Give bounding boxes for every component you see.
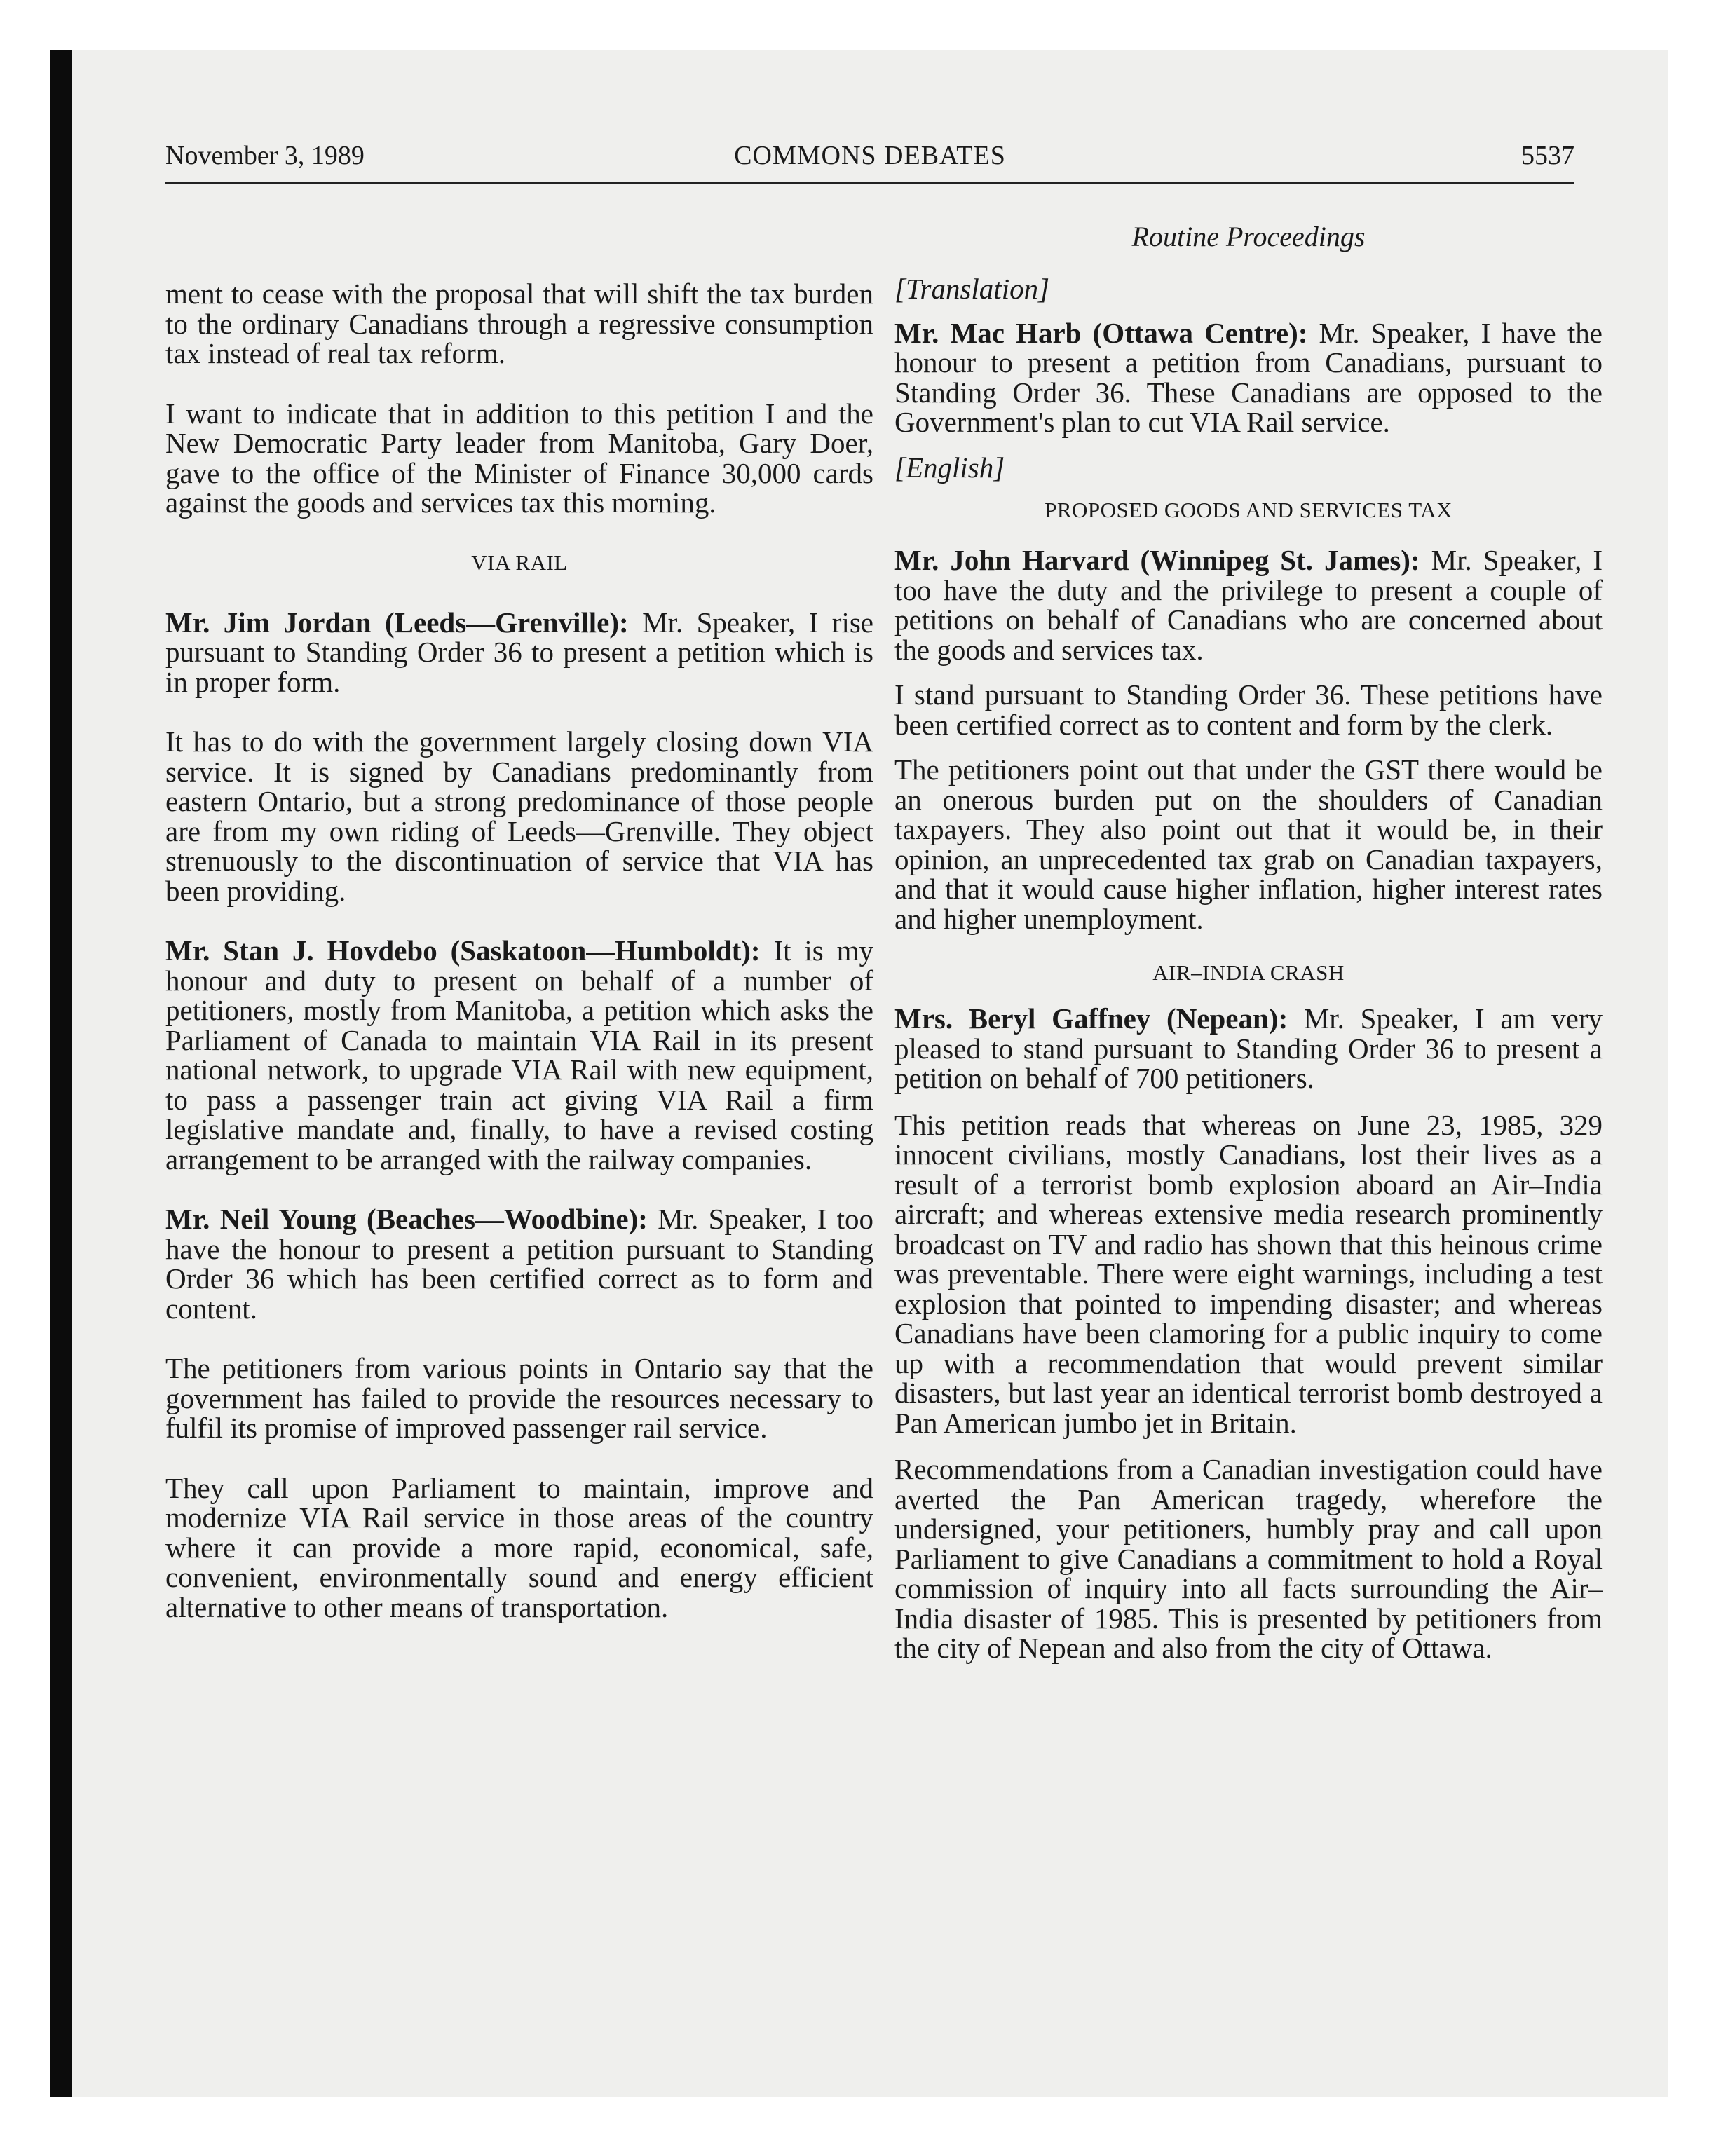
section-heading-gst: PROPOSED GOODS AND SERVICES TAX (1045, 498, 1452, 522)
speech-paragraph (894, 1004, 1603, 1093)
speech-paragraph (894, 318, 1603, 437)
paragraph: I want to indicate that in addition to this petition I and the New Democratic Party leader from Manitoba, Gary Doer, gave to the office of the Minister of Finance 30,000 cards against the goods and services tax this morning. (165, 397, 873, 519)
speech-text: It is my honour and duty to present on behalf of a number of petitioners, mostly from Manitoba, a petition which asks the Parliament of Canada to maintain VIA Rail in its present national network, to upgrade VIA Rail with new equipment, to pass a passenger train act giving VIA Rail a firm legislative mandate and, finally, to have a revised costing arrangement to be arranged with the railway companies. (165, 934, 873, 1175)
speaker-name: Mr. Jim Jordan (Leeds—Grenville): (165, 606, 629, 639)
header-title: COMMONS DEBATES (734, 141, 1006, 170)
paragraph: ment to cease with the proposal that will shift the tax burden to the ordinary Canadians through a regressive consumption tax instead of real tax reform. (165, 278, 873, 369)
speech-text: Mr. Speaker, I rise pursuant to Standing Order 36 to present a petition which is in proper form. (165, 606, 873, 698)
english-marker: [English] (894, 451, 1005, 484)
paragraph: Recommendations from a Canadian investigation could have averted the Pan American tragedy, wherefore the undersigned, your petitioners, humbly pray and call upon Parliament to give Canadians a commitment to hold a Royal commission of inquiry into all facts surrounding the Air–India disaster of 1985. This is presented by petitioners from the city of Nepean and also from the city of Ottawa. (894, 1453, 1603, 1664)
speaker-name: Mr. Mac Harb (Ottawa Centre): (894, 316, 1308, 349)
right-column (894, 210, 1603, 1663)
paragraph: I stand pursuant to Standing Order 36. These petitions have been certified correct as to content and form by the clerk. (894, 678, 1603, 741)
speaker-name: Mrs. Beryl Gaffney (Nepean): (894, 1002, 1288, 1035)
speech-paragraph (165, 1204, 873, 1323)
speaker-name: Mr. Neil Young (Beaches—Woodbine): (165, 1203, 648, 1235)
left-column (165, 210, 873, 1622)
speech-paragraph (894, 545, 1603, 664)
speech-text: Mr. Speaker, I too have the duty and the privilege to present a couple of petitions on behalf of Canadians who are concerned about the goods and services tax. (894, 544, 1603, 666)
speaker-name: Mr. John Harvard (Winnipeg St. James): (894, 544, 1420, 576)
paragraph: The petitioners from various points in Ontario say that the government has failed to provide the resources necessary to fulfil its promise of improved passenger rail service. (165, 1352, 873, 1444)
speech-text: Mr. Speaker, I have the honour to present a petition from Canadians, pursuant to Standing Order 36. These Canadians are opposed to the Government's plan to cut VIA Rail service. (894, 316, 1603, 438)
speech-paragraph (165, 936, 873, 1174)
running-title: Routine Proceedings (1131, 221, 1366, 252)
paragraph: They call upon Parliament to maintain, improve and modernize VIA Rail service in those areas of the country where it can provide a more rapid, economical, safe, convenient, environmentally sound and energy efficient alternative to other means of transportation. (165, 1471, 873, 1623)
speaker-name: Mr. Stan J. Hovdebo (Saskatoon—Humboldt): (165, 934, 761, 967)
section-heading-air-india: AIR–INDIA CRASH (1152, 960, 1345, 985)
speech-text: Mr. Speaker, I am very pleased to stand pursuant to Standing Order 36 to present a petition on behalf of 700 petitioners. (894, 1002, 1603, 1094)
translation-marker: [Translation] (894, 273, 1050, 305)
page-header (165, 137, 1574, 184)
paragraph: It has to do with the government largely closing down VIA service. It is signed by Canadians predominantly from eastern Ontario, but a strong predominance of those people are from my own riding of Leeds—Grenville. They object strenuously to the discontinuation of service that VIA has been providing. (165, 725, 873, 907)
header-page-number: 5537 (1521, 141, 1574, 170)
header-date: November 3, 1989 (165, 141, 365, 170)
paragraph: The petitioners point out that under the GST there would be an onerous burden put on the shoulders of Canadian taxpayers. They also point out that it would be, in their opinion, an unprecedented tax grab on Canadian taxpayers, and that it would cause higher inflation, higher interest rates and higher unemployment. (894, 753, 1603, 935)
section-heading-via-rail: VIA RAIL (471, 550, 568, 575)
scan-border (50, 50, 72, 2097)
paragraph: This petition reads that whereas on June 23, 1985, 329 innocent civilians, mostly Canadians, lost their lives as a result of a terrorist bomb explosion aboard an Air–India aircraft; and whereas extensive media research prominently broadcast on TV and radio has shown that this heinous crime was preventable. There were eight warnings, including a test explosion that pointed to impending disaster; and whereas Canadians have been clamoring for a public inquiry to come up with a recommendation that would prevent similar disasters, but last year an identical terrorist bomb destroyed a Pan American jumbo jet in Britain. (894, 1108, 1603, 1439)
speech-paragraph (165, 608, 873, 697)
speech-text: Mr. Speaker, I too have the honour to present a petition pursuant to Standing Order 36 which has been certified correct as to form and content. (165, 1203, 873, 1325)
